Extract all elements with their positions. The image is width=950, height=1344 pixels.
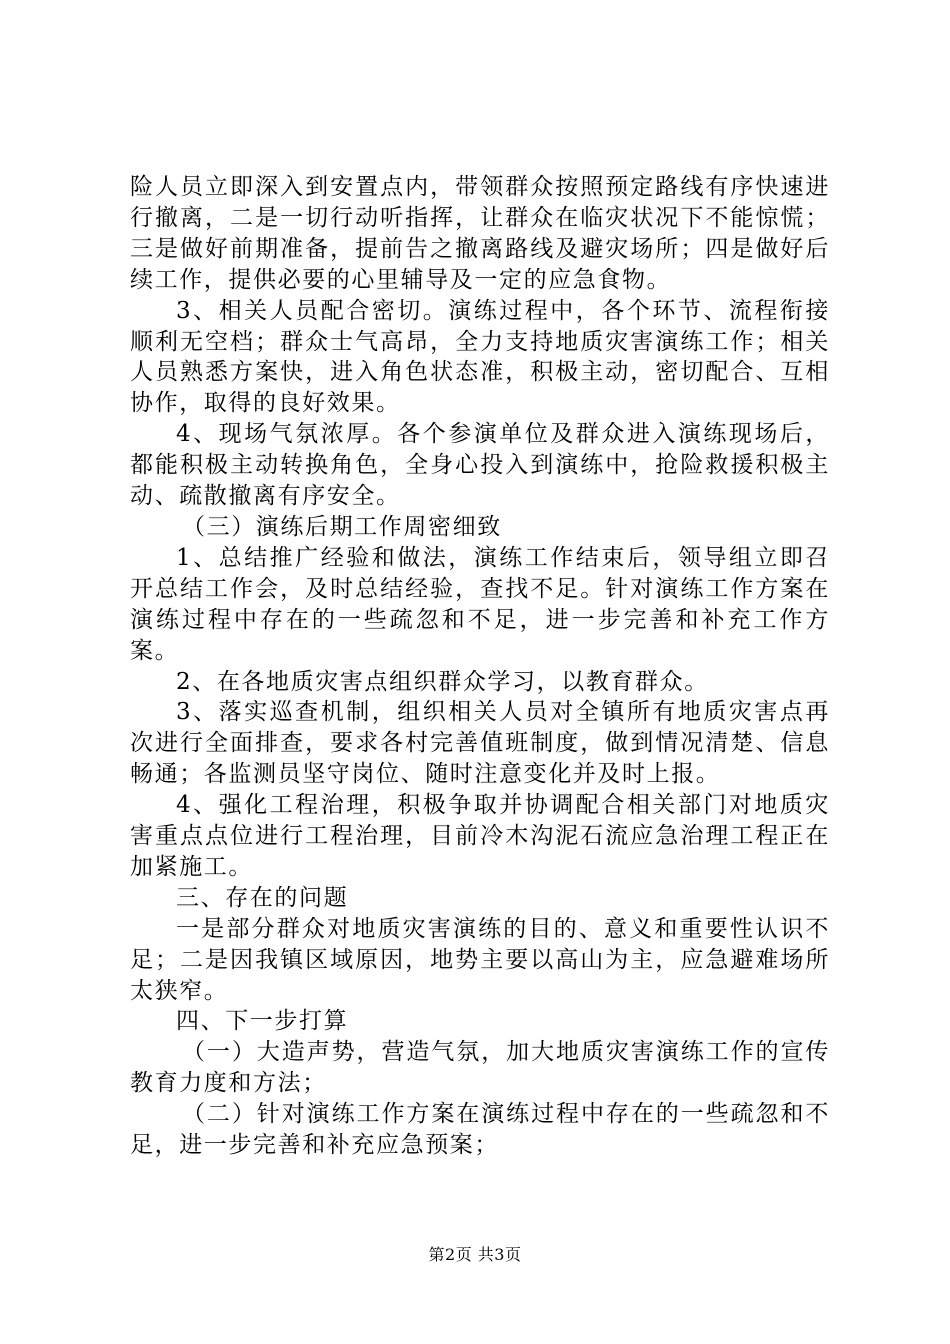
paragraph-next-step-2: （二）针对演练工作方案在演练过程中存在的一些疏忽和不足，进一步完善和补充应急预案； bbox=[130, 1101, 830, 1159]
heading-next-steps: 四、下一步打算 bbox=[176, 1008, 349, 1035]
subheading-post-drill-work: （三）演练后期工作周密细致 bbox=[182, 513, 502, 540]
paragraph-cooperation: 3、相关人员配合密切。演练过程中，各个环节、流程衔接顺利无空档；群众士气高昂，全力支持地质灾害演练工作；相关人员熟悉方案快，进入角色状态准，积极主动，密切配合、互相协作，取得的良好效果。 bbox=[130, 297, 830, 417]
paragraph-atmosphere: 4、现场气氛浓厚。各个参演单位及群众进入演练现场后，都能积极主动转换角色，全身心投入到演练中，抢险救援积极主动、疏散撤离有序安全。 bbox=[130, 421, 830, 510]
heading-problems: 三、存在的问题 bbox=[176, 884, 349, 911]
page-footer: 第2页 共3页 bbox=[428, 1245, 522, 1264]
paragraph-patrol: 3、落实巡查机制，组织相关人员对全镇所有地质灾害点再次进行全面排查，要求各村完善值班制度，做到情况清楚、信息畅通；各监测员坚守岗位、随时注意变化并及时上报。 bbox=[130, 699, 830, 788]
paragraph-education: 2、在各地质灾害点组织群众学习，以教育群众。 bbox=[176, 668, 709, 695]
paragraph-problems: 一是部分群众对地质灾害演练的目的、意义和重要性认识不足；二是因我镇区域原因，地势主要以高山为主，应急避难场所太狭窄。 bbox=[130, 915, 830, 1004]
paragraph-next-step-1: （一）大造声势，营造气氛，加大地质灾害演练工作的宣传教育力度和方法； bbox=[130, 1039, 830, 1097]
paragraph-summary: 1、总结推广经验和做法，演练工作结束后，领导组立即召开总结工作会，及时总结经验，查找不足。针对演练工作方案在演练过程中存在的一些疏忽和不足，进一步完善和补充工作方案。 bbox=[130, 544, 830, 664]
paragraph-engineering: 4、强化工程治理，积极争取并协调配合相关部门对地质灾害重点点位进行工程治理，目前冷木沟泥石流应急治理工程正在加紧施工。 bbox=[130, 792, 830, 880]
paragraph-evacuation-continued: 险人员立即深入到安置点内，带领群众按照预定路线有序快速进行撤离，二是一切行动听指挥，让群众在临灾状况下不能惊慌；三是做好前期准备，提前告之撤离路线及避灾场所；四是做好后续工作，提供必要的心里辅导及一定的应急食物。 bbox=[130, 174, 830, 293]
document-body bbox=[130, 172, 830, 1161]
